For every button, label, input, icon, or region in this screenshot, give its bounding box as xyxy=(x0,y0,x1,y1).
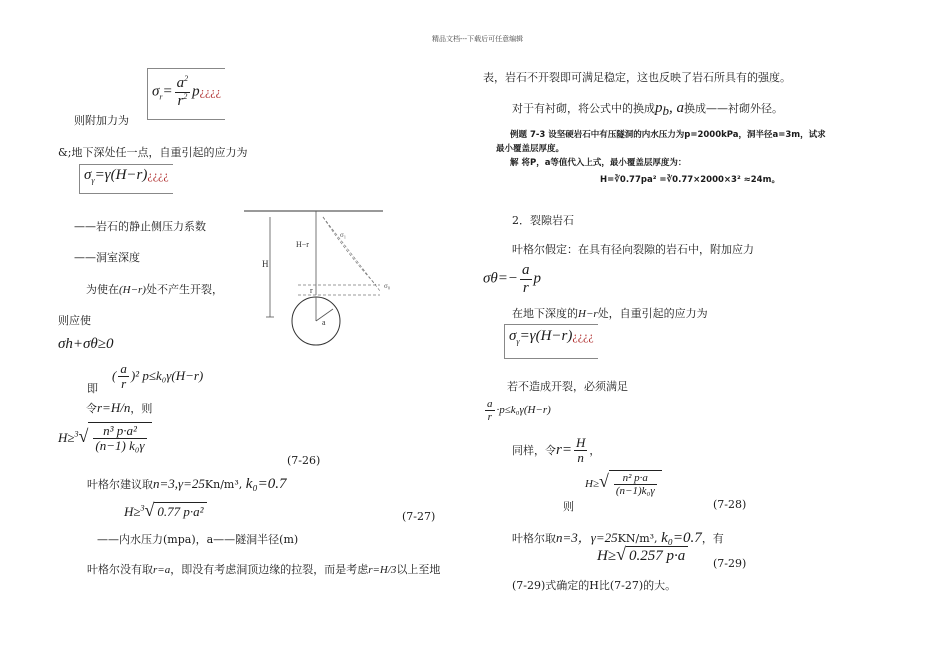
equation-7-26: H≥$^3$√ $\frac{\text{n³ p·a²}}{\text{(n−1) k₀γ}}$ xyxy=(58,422,152,454)
text-fenner-assume: 叶格尔假定：在具有径向裂隙的岩石中，附加应力 xyxy=(512,243,754,256)
text-last-line: 叶格尔没有取r=a，即没有考虑洞顶边缘的拉裂，而是考虑r=H/3以上至地 xyxy=(87,563,441,576)
text-ji: 即 xyxy=(87,382,98,395)
equation-sigma-r: $\sigma_r=$ $\frac{a^2}{r^2}$ p¿¿¿¿ xyxy=(147,68,225,120)
text-tongyang: 同样，令r= $\frac{H}{n}$ ， xyxy=(512,435,601,466)
example-line-2: 最小覆盖层厚度。 xyxy=(496,144,565,154)
definition-H: ——洞室深度 xyxy=(74,251,140,264)
equation-number-7-27: (7-27) xyxy=(402,510,436,523)
text-ze: 则 xyxy=(563,500,574,513)
tunnel-diagram xyxy=(238,205,391,350)
text-ling: 令r=H/n，则 xyxy=(86,400,153,415)
equation-sigma-theta: σθ=− $\frac{a}{r}$ p xyxy=(483,262,542,296)
equation-sigma-gamma-2: $\sigma_\gamma=\gamma(H-r)¿¿¿¿$ xyxy=(504,324,598,359)
section-title: 2．裂隙岩石 xyxy=(512,214,574,227)
stress-line-sigma1 xyxy=(323,217,380,291)
text-no-crack: 为使在(H−r)处不产生开裂， xyxy=(86,283,223,296)
text-continuation: 表，岩石不开裂即可满足稳定，这也反映了岩石所具有的强度。 xyxy=(483,71,791,84)
text-fenner-take: 叶格尔取n=3，γ=25KN/m³, k₀=0.7，有 xyxy=(512,530,724,546)
equation-number-7-29: (7-29) xyxy=(713,557,747,570)
text-should: 则应使 xyxy=(58,314,91,327)
equation-number-7-26: (7-26) xyxy=(287,454,321,467)
label-H-minus-r: H−r xyxy=(296,240,309,249)
text-fenner-suggest: 叶格尔建议取n=3,γ=25Kn/m³, k₀=0.7 xyxy=(87,476,287,492)
text-lining: 对于有衬砌，将公式中的换成$p_b$, a换成——衬砌外径。 xyxy=(512,100,783,119)
label-a: a xyxy=(322,318,326,327)
text-no-crack-2: 若不造成开裂，必须满足 xyxy=(507,380,628,393)
example-line-3: 解 将P，a等值代入上式，最小覆盖层厚度为： xyxy=(510,158,687,168)
equation-7-28: H≥√ $\frac{\text{n² p·a}}{\text{(n−1)k₀γ}}$ xyxy=(585,470,662,497)
inequality-2: ( $\frac{a}{r}$ )² p≤k₀γ(H−r) xyxy=(112,361,204,392)
definition-p-a: ——内水压力(mpa)，a——隧洞半径(m) xyxy=(97,533,299,546)
equation-number-7-28: (7-28) xyxy=(713,498,747,511)
example-line-4: H=∛0.77pa² =∛0.77×2000×3² ≈24m。 xyxy=(600,175,780,185)
text-added-stress: 则附加力为 xyxy=(74,114,129,127)
label-r: r xyxy=(310,286,313,295)
equation-7-29: H≥√ 0.257 p·a xyxy=(597,544,688,565)
equation-7-27: H≥$^3$√ 0.77 p·a² xyxy=(124,500,207,521)
text-depth-stress-2: 在地下深度的H−r处，自重引起的应力为 xyxy=(512,307,708,320)
equation-sigma-gamma: $\sigma_\gamma=\gamma(H-r)¿¿¿¿$ xyxy=(79,164,173,194)
text-conclusion: (7-29)式确定的H比(7-27)的大。 xyxy=(512,579,677,592)
text-depth-stress: &;地下深处任一点，自重引起的应力为 xyxy=(58,146,248,159)
label-sigma0: σ₀ xyxy=(384,282,391,290)
label-H: H xyxy=(262,259,269,269)
page-header: 精品文档---下载后可任意编辑 xyxy=(432,35,524,43)
inequality-1: σh+σθ≥0 xyxy=(58,336,114,352)
label-sigma1: σ₁ xyxy=(340,231,347,239)
definition-k0: ——岩石的静止侧压力系数 xyxy=(74,220,206,233)
example-line-1: 例题 7-3 设坚硬岩石中有压隧洞的内水压力为p=2000kPa，洞半径a=3m，试求 xyxy=(510,130,826,140)
inequality-3: $\frac{a}{r}$ ·p≤k₀γ(H−r) xyxy=(487,398,551,424)
